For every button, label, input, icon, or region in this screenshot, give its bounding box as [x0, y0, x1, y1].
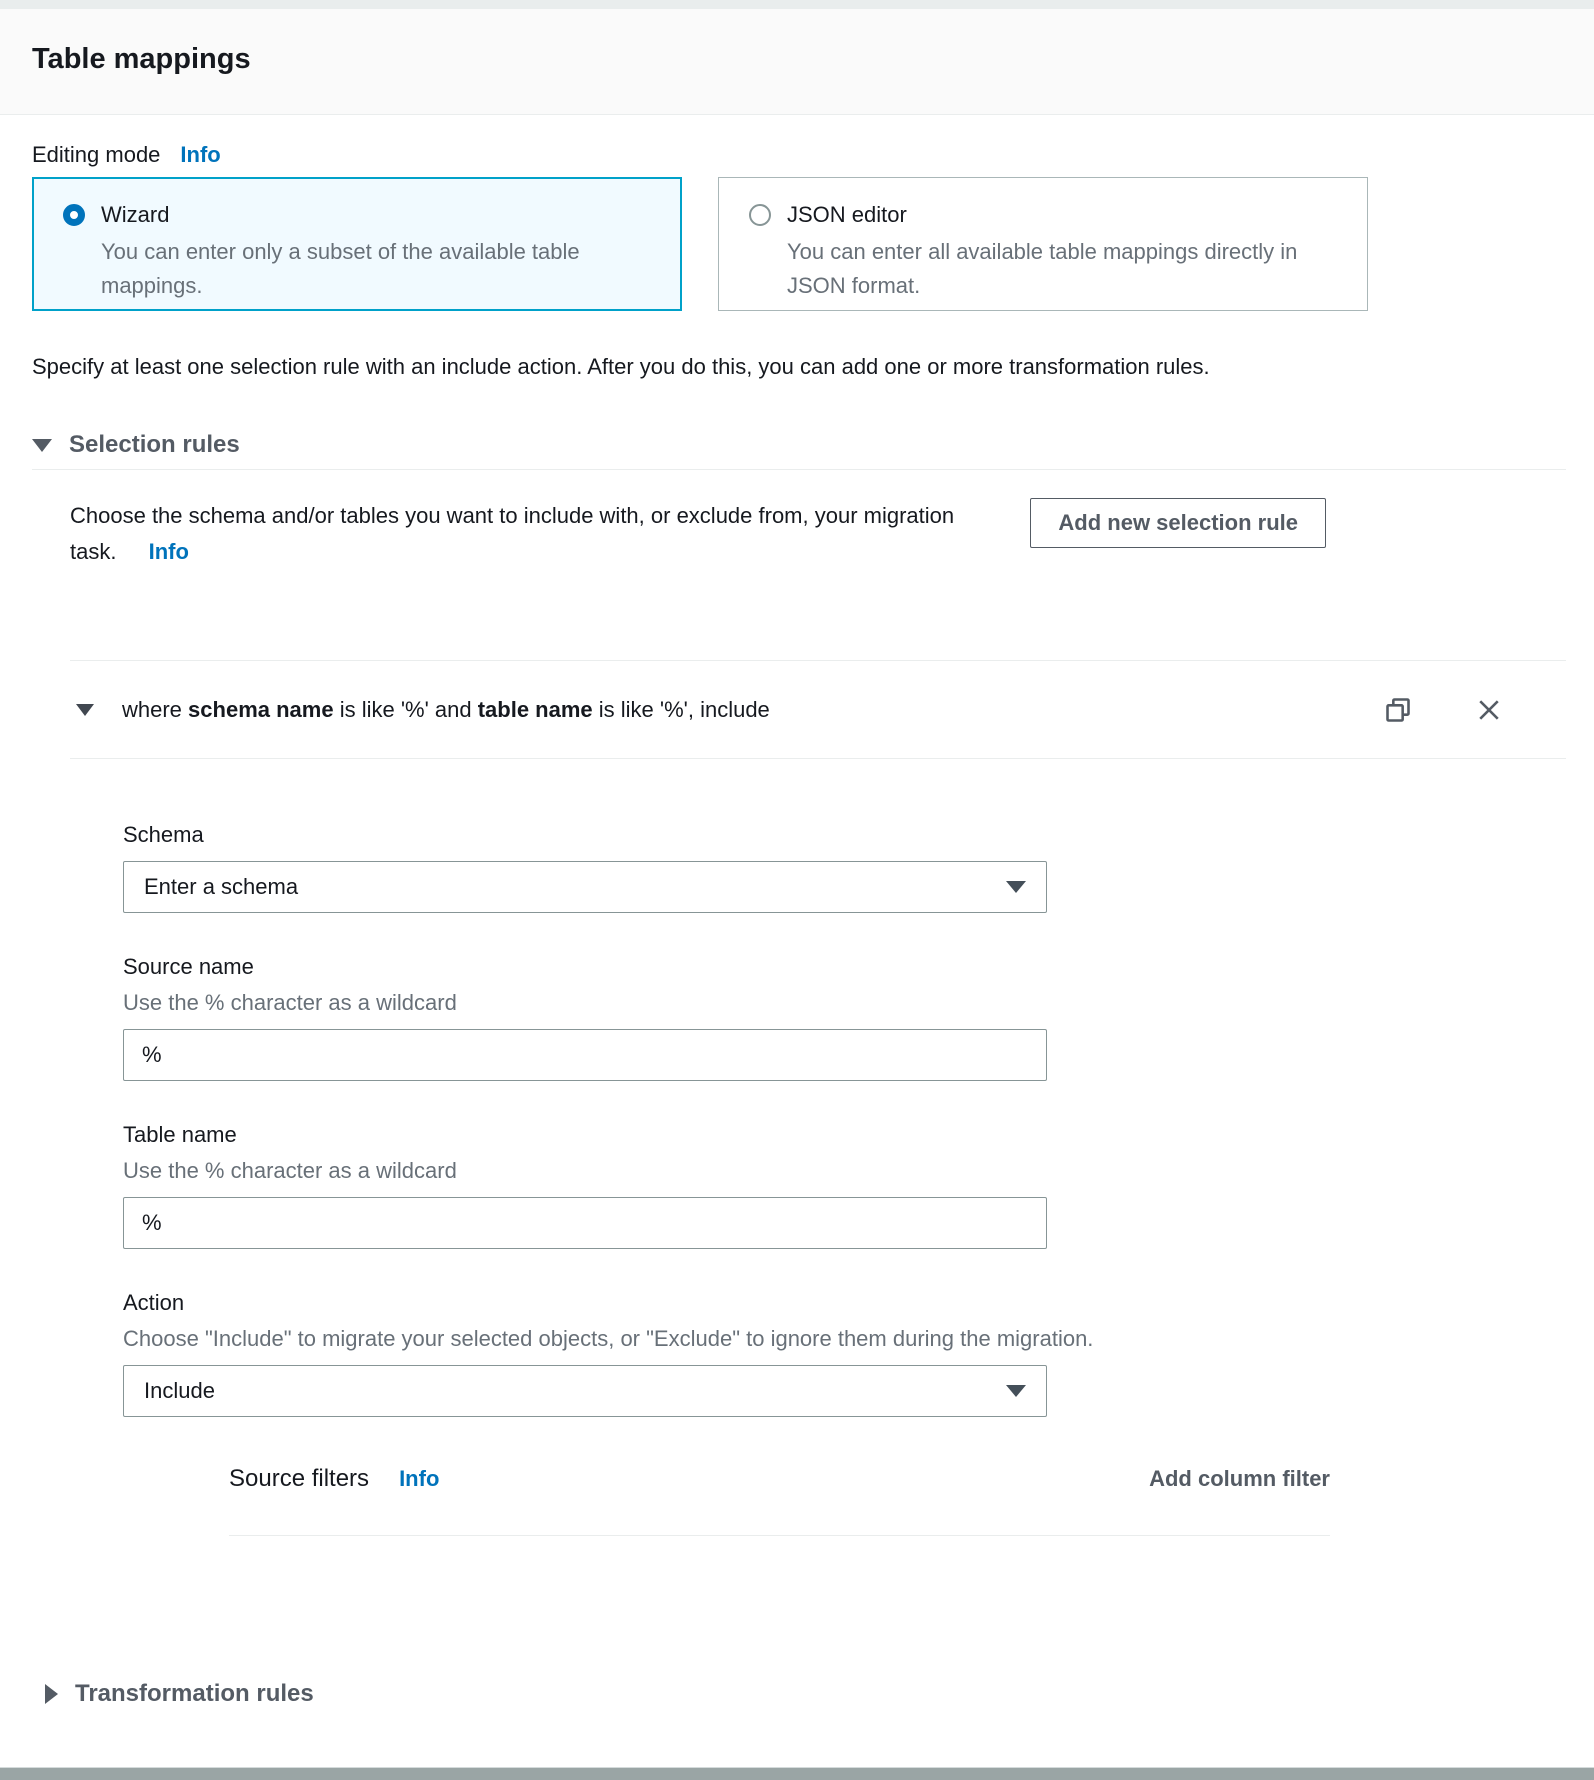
- source-name-field: [123, 953, 1566, 1081]
- selection-rules-title: Selection rules: [69, 431, 240, 458]
- selection-rules-info-link[interactable]: Info: [148, 539, 189, 564]
- add-selection-rule-button[interactable]: Add new selection rule: [1030, 498, 1326, 548]
- source-name-helper: Use the % character as a wildcard: [123, 990, 457, 1015]
- selection-rules-description-text: Choose the schema and/or tables you want to include with, or exclude from, your migration task.: [70, 503, 955, 564]
- radio-selected-icon[interactable]: [63, 204, 85, 226]
- selection-rule-row: [70, 661, 1566, 758]
- source-filters-heading: [229, 1465, 439, 1493]
- copy-icon: [1384, 696, 1412, 724]
- rule-actions: [1384, 695, 1504, 725]
- rule-summary-where: where: [122, 696, 189, 722]
- remove-rule-button[interactable]: [1474, 695, 1504, 725]
- schema-label: Schema: [123, 822, 204, 847]
- action-field: [123, 1289, 1566, 1417]
- rule-summary-end: is like '%', include: [592, 696, 770, 722]
- schema-select[interactable]: [123, 861, 1047, 913]
- action-label: Action: [123, 1290, 185, 1315]
- chevron-down-icon[interactable]: [32, 439, 52, 452]
- rule-summary: [122, 697, 770, 723]
- selection-rules-description: [70, 498, 985, 570]
- selection-rules-body: [70, 498, 1566, 1536]
- editing-mode-options: [32, 177, 1566, 311]
- wizard-option-description: You can enter only a subset of the available table mappings.: [101, 239, 580, 298]
- table-name-helper: Use the % character as a wildcard: [123, 1158, 457, 1183]
- source-name-input[interactable]: [123, 1029, 1047, 1081]
- intro-text: Specify at least one selection rule with an include action. After you do this, you can add one or more transformation rules.: [32, 354, 1210, 379]
- source-filters-header: [229, 1465, 1330, 1493]
- table-name-field: [123, 1121, 1566, 1249]
- selection-rules-toolbar: [70, 498, 1566, 570]
- action-helper: Choose "Include" to migrate your selected objects, or "Exclude" to ignore them during the migration.: [123, 1326, 1094, 1351]
- rule-chevron-down-icon[interactable]: [76, 704, 94, 716]
- source-filters-info-link[interactable]: Info: [399, 1466, 440, 1491]
- bottom-scrollbar[interactable]: [0, 1767, 1594, 1780]
- section-header: [0, 9, 1594, 115]
- json-editor-option-content: [787, 202, 1312, 310]
- rule-summary-schema: schema name: [188, 696, 334, 722]
- json-editor-option-tile[interactable]: [718, 177, 1368, 311]
- editing-mode-info-link[interactable]: Info: [180, 142, 221, 167]
- chevron-right-icon[interactable]: [45, 1684, 58, 1704]
- page-top-strip: [0, 0, 1594, 9]
- rule-summary-mid: is like '%' and: [333, 696, 478, 722]
- duplicate-rule-button[interactable]: [1384, 696, 1412, 724]
- radio-unselected-icon[interactable]: [749, 204, 771, 226]
- source-filters-title: Source filters: [229, 1465, 370, 1492]
- chevron-down-icon: [1006, 881, 1026, 893]
- editing-mode-label: Editing mode: [32, 142, 161, 167]
- source-name-label: Source name: [123, 954, 254, 979]
- chevron-down-icon: [1006, 1385, 1026, 1397]
- transformation-rules-title: Transformation rules: [75, 1680, 314, 1707]
- rule-summary-table: table name: [477, 696, 593, 722]
- page-title: Table mappings: [32, 43, 251, 75]
- table-mappings-panel: [0, 115, 1594, 1708]
- table-name-input[interactable]: [123, 1197, 1047, 1249]
- schema-select-value: Enter a schema: [144, 874, 299, 899]
- divider: [32, 469, 1566, 470]
- selection-rule-form: [123, 821, 1566, 1536]
- add-column-filter-button[interactable]: Add column filter: [1149, 1466, 1330, 1491]
- transformation-rules-header[interactable]: [32, 1680, 1566, 1708]
- wizard-option-content: [101, 202, 626, 309]
- source-filters-section: [229, 1465, 1330, 1536]
- wizard-option-tile[interactable]: [32, 177, 682, 311]
- action-select-value: Include: [144, 1378, 215, 1403]
- editing-mode-row: [32, 142, 1566, 168]
- selection-rules-header[interactable]: [32, 431, 1566, 459]
- divider: [70, 758, 1566, 759]
- schema-field: [123, 821, 1566, 913]
- json-editor-option-label: JSON editor: [787, 202, 907, 227]
- json-editor-option-description: You can enter all available table mappings directly in JSON format.: [787, 239, 1298, 298]
- action-select[interactable]: [123, 1365, 1047, 1417]
- table-name-label: Table name: [123, 1122, 237, 1147]
- divider: [229, 1535, 1330, 1536]
- close-icon: [1474, 695, 1504, 725]
- wizard-option-label: Wizard: [101, 202, 170, 227]
